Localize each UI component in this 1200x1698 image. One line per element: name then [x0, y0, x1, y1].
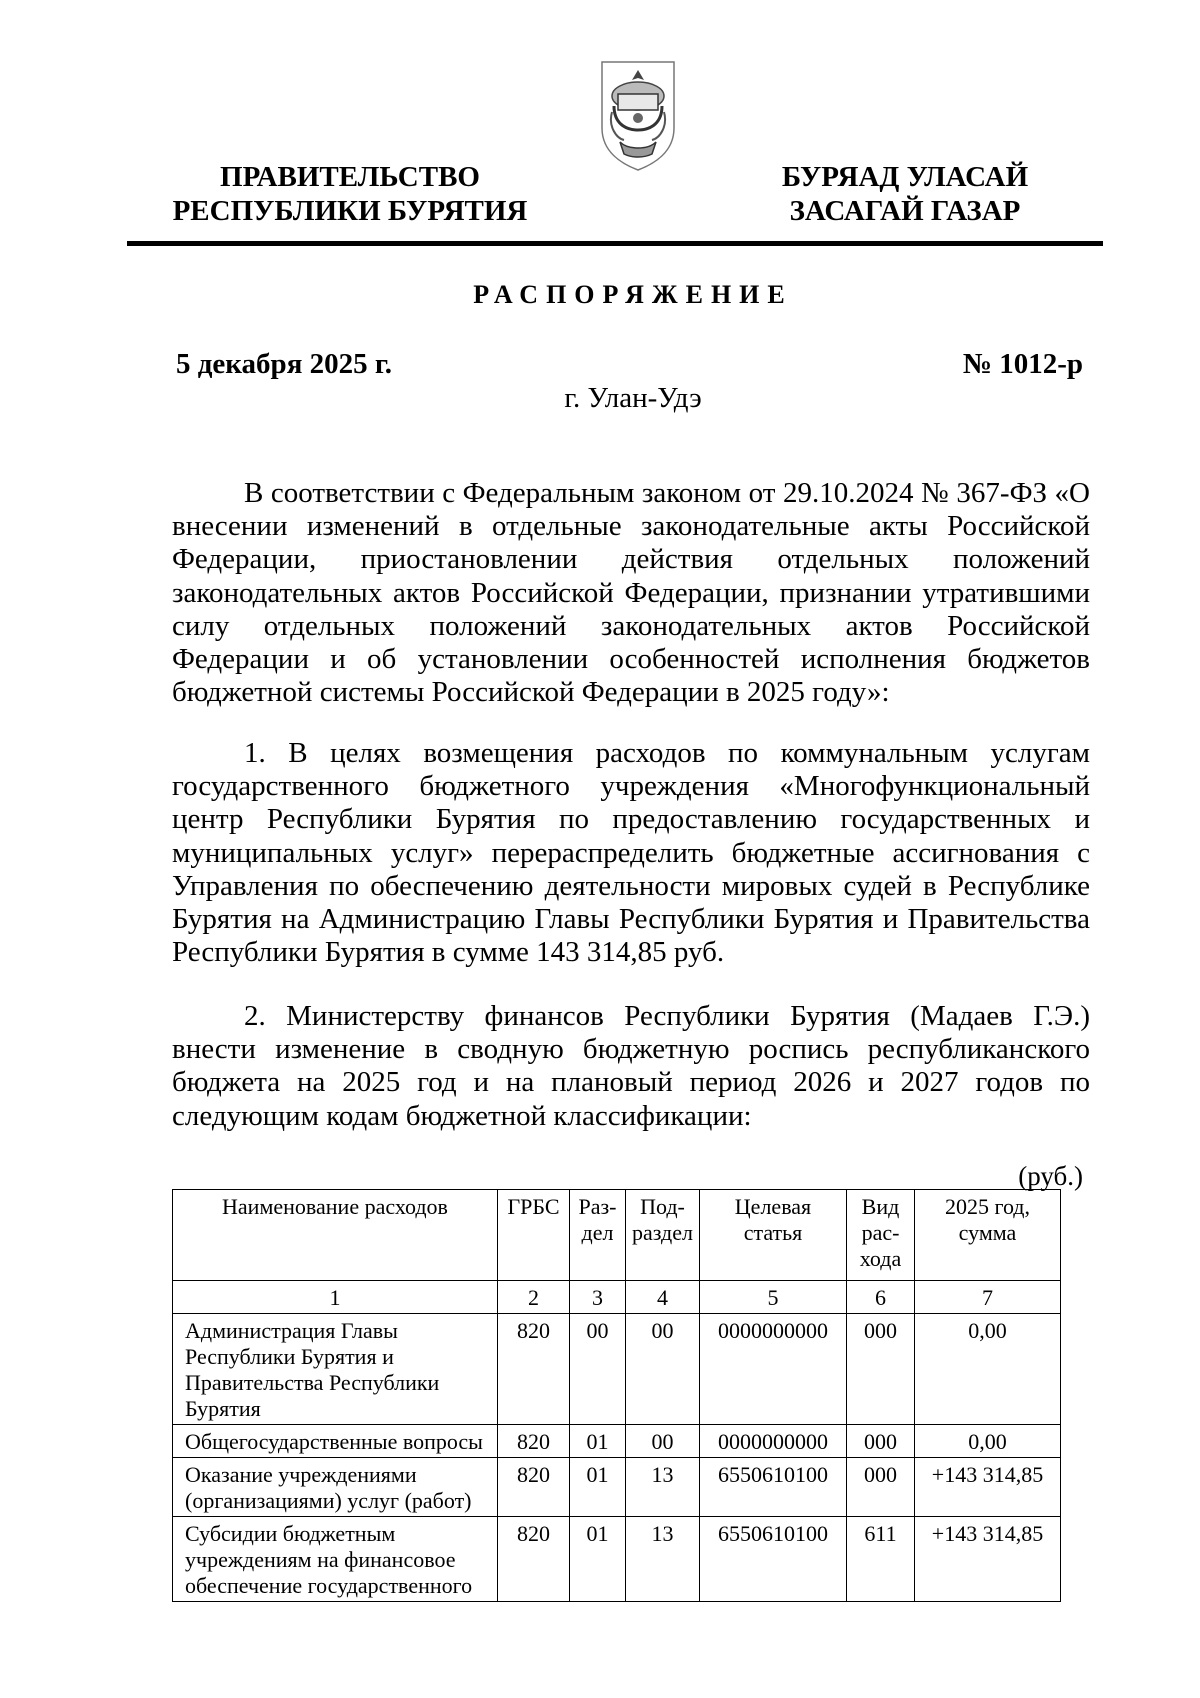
- document-title: РАСПОРЯЖЕНИЕ: [473, 280, 793, 309]
- table-row: [173, 1314, 1061, 1425]
- cell-vid: 000: [847, 1425, 915, 1458]
- cell-summa: +143 314,85: [915, 1458, 1061, 1517]
- budget-table: [172, 1189, 1061, 1602]
- col-number: 2: [498, 1281, 570, 1314]
- cell-podrazdel: 00: [626, 1314, 700, 1425]
- table-row: [173, 1517, 1061, 1602]
- col-header-vid: Вид рас-хода: [847, 1190, 915, 1281]
- header-divider: [127, 241, 1103, 246]
- table-row: [173, 1425, 1061, 1458]
- cell-name: Общегосударственные вопросы: [173, 1425, 498, 1458]
- cell-celevaya: 0000000000: [700, 1425, 847, 1458]
- col-header-podrazdel: Под-раздел: [626, 1190, 700, 1281]
- cell-grbs: 820: [498, 1425, 570, 1458]
- cell-name: Администрация Главы Республики Бурятия и Правительства Республики Бурятия: [173, 1314, 498, 1425]
- cell-grbs: 820: [498, 1458, 570, 1517]
- col-header-razdel: Раз-дел: [570, 1190, 626, 1281]
- col-number: 4: [626, 1281, 700, 1314]
- col-number: 3: [570, 1281, 626, 1314]
- cell-summa: 0,00: [915, 1425, 1061, 1458]
- cell-name: Оказание учреждениями (организациями) услуг (работ): [173, 1458, 498, 1517]
- cell-name: Субсидии бюджетным учреждениям на финансовое обеспечение государственного: [173, 1517, 498, 1602]
- table-header-row: [173, 1190, 1061, 1281]
- cell-podrazdel: 13: [626, 1517, 700, 1602]
- cell-podrazdel: 00: [626, 1425, 700, 1458]
- table-unit-label: (руб.): [1018, 1161, 1083, 1191]
- document-city: г. Улан-Удэ: [564, 382, 702, 414]
- cell-celevaya: 6550610100: [700, 1517, 847, 1602]
- cell-vid: 611: [847, 1517, 915, 1602]
- col-number: 6: [847, 1281, 915, 1314]
- cell-celevaya: 0000000000: [700, 1314, 847, 1425]
- table-row: [173, 1458, 1061, 1517]
- cell-vid: 000: [847, 1458, 915, 1517]
- cell-summa: 0,00: [915, 1314, 1061, 1425]
- table-column-numbers-row: [173, 1281, 1061, 1314]
- col-header-name: Наименование расходов: [173, 1190, 498, 1281]
- document-date: 5 декабря 2025 г.: [176, 348, 393, 380]
- header-right-line2: ЗАСАГАЙ ГАЗАР: [789, 195, 1021, 227]
- government-name-russian: [160, 160, 540, 228]
- col-number: 1: [173, 1281, 498, 1314]
- header-left-line2: РЕСПУБЛИКИ БУРЯТИЯ: [172, 195, 528, 227]
- col-header-summa: 2025 год, сумма: [915, 1190, 1061, 1281]
- cell-podrazdel: 13: [626, 1458, 700, 1517]
- cell-razdel: 00: [570, 1314, 626, 1425]
- cell-vid: 000: [847, 1314, 915, 1425]
- clause-1-paragraph: 1. В целях возмещения расходов по коммунальным услугам государственного бюджетного учреждения «Многофункциональный центр Республики Бурятия по предоставлению государственных и муниципальных услуг» перераспределить бюджетные ассигнования с Управления по обеспечению деятельности мировых судей в Республике Бурятия на Администрацию Главы Республики Бурятия и Правительства Республики Бурятия в сумме 143 314,85 руб.: [172, 737, 1090, 969]
- col-header-grbs: ГРБС: [498, 1190, 570, 1281]
- cell-grbs: 820: [498, 1314, 570, 1425]
- col-number: 7: [915, 1281, 1061, 1314]
- coat-of-arms-emblem: [594, 56, 682, 174]
- header-left-line1: ПРАВИТЕЛЬСТВО: [220, 161, 480, 193]
- col-header-celevaya: Целевая статья: [700, 1190, 847, 1281]
- document-number: № 1012-р: [962, 348, 1083, 380]
- cell-celevaya: 6550610100: [700, 1458, 847, 1517]
- cell-razdel: 01: [570, 1517, 626, 1602]
- preamble-paragraph: В соответствии с Федеральным законом от 29.10.2024 № 367-ФЗ «О внесении изменений в отдельные законодательные акты Российской Федерации, приостановлении действия отдельных положений законодательных актов Российской Федерации, признании утратившими силу отдельных положений законодательных актов Российской Федерации и об установлении особенностей исполнения бюджетов бюджетной системы Российской Федерации в 2025 году»:: [172, 477, 1090, 709]
- cell-summa: +143 314,85: [915, 1517, 1061, 1602]
- clause-2-paragraph: 2. Министерству финансов Республики Бурятия (Мадаев Г.Э.) внести изменение в сводную бюджетную роспись республиканского бюджета на 2025 год и на плановый период 2026 и 2027 годов по следующим кодам бюджетной классификации:: [172, 1000, 1090, 1132]
- cell-grbs: 820: [498, 1517, 570, 1602]
- header-right-line1: БУРЯАД УЛАСАЙ: [781, 161, 1029, 193]
- col-number: 5: [700, 1281, 847, 1314]
- government-name-buryat: [760, 160, 1050, 228]
- cell-razdel: 01: [570, 1425, 626, 1458]
- cell-razdel: 01: [570, 1458, 626, 1517]
